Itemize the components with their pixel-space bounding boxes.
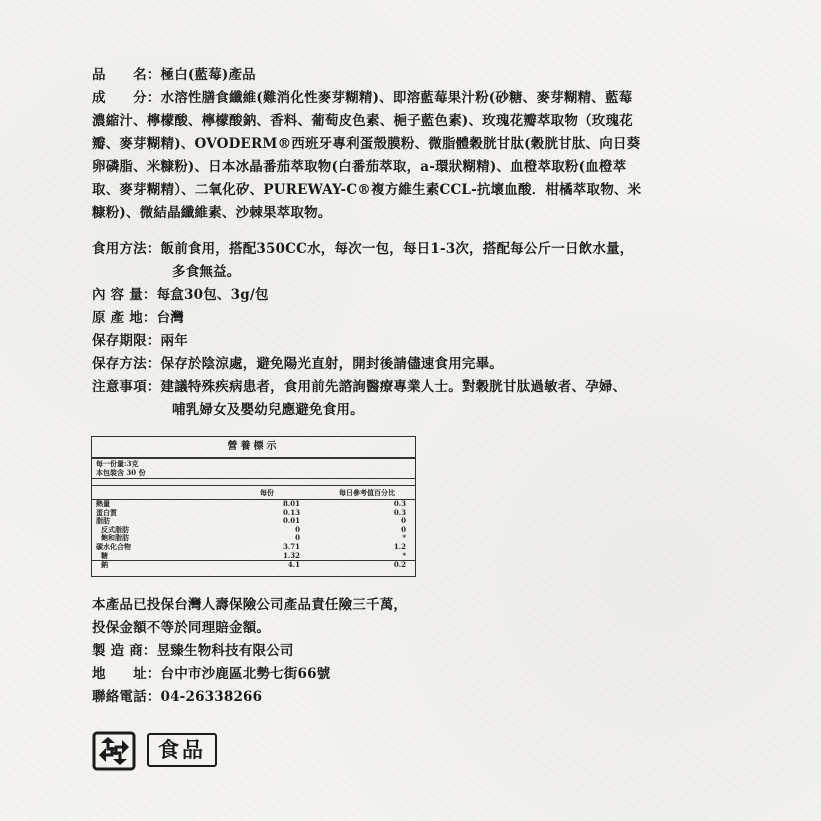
product-name: 極白(藍莓)產品 xyxy=(160,67,256,83)
nutrient-per-serving: 1.32 xyxy=(282,550,300,560)
nutrient-name: 碳水化合物 xyxy=(96,541,131,551)
nutrition-row xyxy=(92,534,415,543)
insurance-line: 本產品已投保台灣人壽保險公司產品責任險三千萬， xyxy=(92,597,408,613)
ingredients-line: 瓣、麥芽糊精)、OVODERM®西班牙專利蛋殼膜粉、微脂體穀胱甘肽(穀胱甘肽、向日葵 xyxy=(92,136,641,152)
nutrition-row xyxy=(92,500,415,509)
usage-line: 飯前食用，搭配350CC水，每次一包，每日1-3次，搭配每公斤一日飲水量， xyxy=(160,241,634,257)
recycle-icon xyxy=(92,731,136,775)
nutrient-per-serving: 4.1 xyxy=(287,560,300,570)
maker-row xyxy=(92,640,742,663)
nutrient-name: 飽和脂肪 xyxy=(101,533,129,543)
origin-label: 原 產 地： xyxy=(92,310,157,326)
ingredients-line: 糠粉)、微結晶纖維素、沙棘果萃取物。 xyxy=(92,205,332,221)
address-label: 地 址： xyxy=(92,666,161,682)
nutrition-header-blank xyxy=(92,486,212,499)
insurance-line: 投保金額不等於同理賠金額。 xyxy=(92,620,271,636)
shelf-life-label: 保存期限： xyxy=(92,333,161,349)
nutrition-row xyxy=(92,543,415,552)
origin-value: 台灣 xyxy=(156,310,185,326)
nutrition-row xyxy=(92,517,415,526)
storage-label: 保存方法： xyxy=(92,356,161,372)
ingredients-line: 取、麥芽糊精）、二氧化矽、PUREWAY-C®複方維生素CCL-抗壞血酸．柑橘萃取物、米 xyxy=(92,182,642,198)
nutrient-per-serving: 0 xyxy=(295,533,300,543)
storage-row xyxy=(92,353,742,376)
product-name-label: 品 名： xyxy=(92,67,161,83)
nutrient-name: 熱量 xyxy=(96,499,110,508)
nutrient-name: 脂肪 xyxy=(96,516,110,526)
ingredients-line: 卵磷脂、米糠粉)、日本冰晶番茄萃取物(白番茄萃取，a-環狀糊精)、血橙萃取粉(血橙萃 xyxy=(92,159,627,175)
nutrient-per-serving: 0.13 xyxy=(282,507,300,517)
notice-row xyxy=(92,376,742,399)
nutrient-per-serving: 3.71 xyxy=(282,541,300,551)
usage-row xyxy=(92,238,742,261)
nutrient-daily-value: 0.3 xyxy=(393,499,406,508)
nutrient-name: 鈉 xyxy=(101,560,108,570)
nutrient-name: 糖 xyxy=(101,550,108,560)
nutrient-name: 蛋白質 xyxy=(96,507,117,517)
phone-row xyxy=(92,686,742,709)
nutrient-daily-value: 0.3 xyxy=(393,507,406,517)
nutrition-row xyxy=(92,552,415,561)
ingredients-label: 成 分： xyxy=(92,90,161,106)
product-name-row xyxy=(92,64,742,87)
nutrient-daily-value: * xyxy=(402,550,406,560)
usage-line: 多食無益。 xyxy=(172,264,241,280)
nutrition-header xyxy=(92,486,415,500)
phone-label: 聯絡電話： xyxy=(92,689,161,705)
nutrition-title: 營養標示 xyxy=(92,437,415,459)
nutrition-table xyxy=(91,436,416,577)
usage-info xyxy=(92,238,742,422)
ingredients-row xyxy=(92,87,742,110)
maker-value: 昱臻生物科技有限公司 xyxy=(156,643,294,659)
nutrient-per-serving: 0.01 xyxy=(282,516,300,526)
ingredients-first-line: 水溶性膳食纖維(難消化性麥芽糊精)、即溶藍莓果汁粉(砂糖、麥芽糊精、藍莓 xyxy=(160,90,633,106)
serving-size: 每一份量:3克 xyxy=(96,459,139,468)
content-label: 內 容 量： xyxy=(92,287,157,303)
nutrient-daily-value: 0 xyxy=(401,516,406,526)
shelf-life-value: 兩年 xyxy=(160,333,188,349)
usage-label: 食用方法： xyxy=(92,241,161,257)
maker-label: 製 造 商： xyxy=(92,643,157,659)
storage-value: 保存於陰涼處，避免陽光直射，開封後請儘速食用完畢。 xyxy=(160,356,503,372)
shelf-life-row xyxy=(92,330,742,353)
content-row xyxy=(92,284,742,307)
notice-line: 哺乳婦女及嬰幼兒應避免食用。 xyxy=(172,402,364,418)
notice-label: 注意事項： xyxy=(92,379,161,395)
nutrient-per-serving: 0 xyxy=(295,524,300,534)
address-row xyxy=(92,663,742,686)
ingredients-line: 濃縮汁、檸檬酸、檸檬酸鈉、香料、葡萄皮色素、梔子藍色素)、玫瑰花瓣萃取物（玫瑰花 xyxy=(92,113,633,129)
nutrition-row xyxy=(92,560,415,570)
servings-per-package: 本包裝含 30 份 xyxy=(96,468,146,477)
nutrient-daily-value: 0.2 xyxy=(393,560,406,570)
nutrient-name: 反式脂肪 xyxy=(101,524,129,534)
nutrition-divider xyxy=(92,479,415,486)
notice-line: 建議特殊疾病患者，食用前先諮詢醫療專業人士。對穀胱甘肽過敏者、孕婦、 xyxy=(160,379,627,395)
food-badge: 食品 xyxy=(147,733,217,767)
per-serving-header: 每份 xyxy=(260,488,274,497)
nutrition-serving-info xyxy=(92,459,415,479)
nutrition-row xyxy=(92,509,415,518)
company-info xyxy=(92,594,742,709)
address-value: 台中市沙鹿區北勢七街66號 xyxy=(160,666,331,682)
nutrient-per-serving: 8.01 xyxy=(282,499,300,508)
nutrition-row xyxy=(92,526,415,535)
nutrient-daily-value: * xyxy=(402,533,406,543)
daily-value-header: 每日參考值百分比 xyxy=(339,488,395,497)
content-value: 每盒30包、3g/包 xyxy=(156,287,269,303)
nutrition-rows xyxy=(92,500,415,570)
product-info xyxy=(92,64,742,225)
phone-value: 04-26338266 xyxy=(160,689,263,705)
nutrient-daily-value: 1.2 xyxy=(393,541,406,551)
origin-row xyxy=(92,307,742,330)
nutrient-daily-value: 0 xyxy=(401,524,406,534)
